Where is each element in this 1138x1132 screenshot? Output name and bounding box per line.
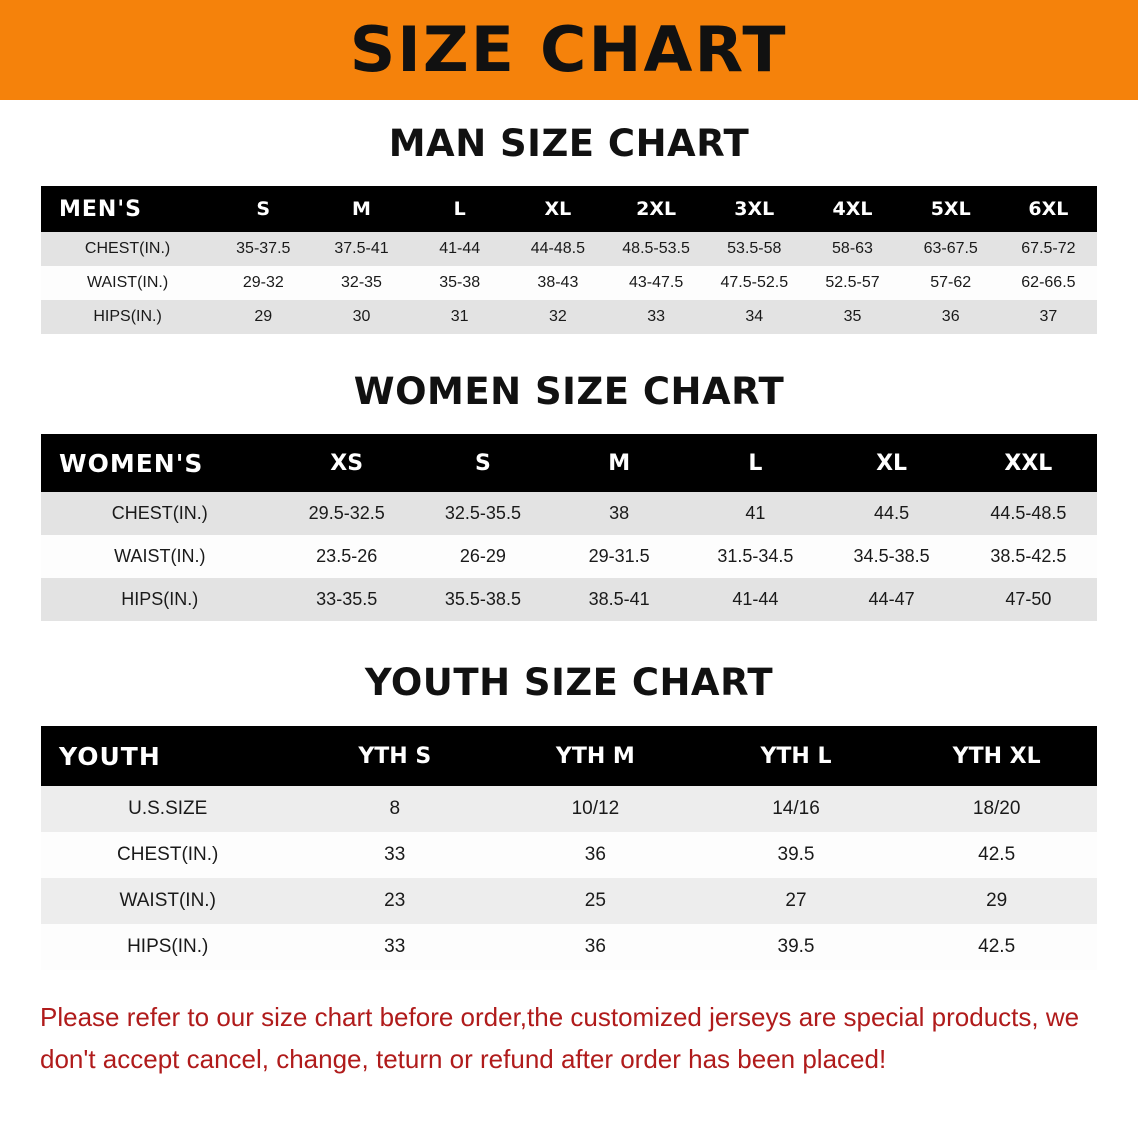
women-cell: 38 bbox=[609, 503, 630, 523]
youth-row-label: U.S.SIZE bbox=[128, 798, 208, 819]
women-cell: 31.5-34.5 bbox=[717, 546, 794, 566]
youth-col-header: YTH S bbox=[294, 726, 495, 786]
man-cell: 67.5-72 bbox=[1021, 240, 1076, 257]
women-cell: 34.5-38.5 bbox=[853, 546, 930, 566]
women-row-label: HIPS(IN.) bbox=[121, 589, 199, 609]
man-col-header: S bbox=[214, 186, 312, 232]
table-row bbox=[41, 578, 1097, 621]
man-table-head bbox=[41, 186, 1097, 232]
women-table-body bbox=[41, 492, 1097, 621]
banner-title: SIZE CHART bbox=[350, 13, 788, 86]
youth-cell: 36 bbox=[584, 936, 606, 957]
man-cell: 62-66.5 bbox=[1021, 274, 1076, 291]
man-row-label: CHEST(IN.) bbox=[84, 240, 171, 257]
table-row bbox=[41, 878, 1097, 924]
man-cell: 29 bbox=[254, 308, 273, 325]
youth-cell: 36 bbox=[584, 844, 606, 865]
banner bbox=[0, 0, 1138, 100]
women-cell: 29-31.5 bbox=[588, 546, 650, 566]
youth-cell: 29 bbox=[986, 890, 1008, 911]
women-header-label: WOMEN'S bbox=[41, 434, 279, 492]
youth-cell: 33 bbox=[384, 844, 406, 865]
youth-cell: 10/12 bbox=[571, 798, 620, 819]
women-table-head bbox=[41, 434, 1097, 492]
man-cell: 47.5-52.5 bbox=[720, 274, 789, 291]
women-col-header: XL bbox=[823, 434, 959, 492]
man-col-header: M bbox=[312, 186, 410, 232]
man-cell: 58-63 bbox=[832, 240, 873, 257]
youth-col-header: YTH L bbox=[696, 726, 897, 786]
man-cell: 43-47.5 bbox=[628, 274, 684, 291]
man-cell: 37 bbox=[1039, 308, 1058, 325]
man-cell: 29-32 bbox=[242, 274, 284, 291]
man-header-label: MEN'S bbox=[41, 186, 214, 232]
women-cell: 35.5-38.5 bbox=[444, 589, 521, 609]
women-size-table-wrapper bbox=[41, 434, 1097, 621]
women-cell: 32.5-35.5 bbox=[444, 503, 521, 523]
man-cell: 31 bbox=[450, 308, 469, 325]
youth-cell: 33 bbox=[384, 936, 406, 957]
man-size-table-wrapper bbox=[41, 186, 1097, 334]
table-row bbox=[41, 300, 1097, 334]
youth-size-table bbox=[41, 726, 1097, 970]
man-cell: 41-44 bbox=[439, 240, 481, 257]
women-cell: 29.5-32.5 bbox=[308, 503, 385, 523]
women-cell: 44-47 bbox=[868, 589, 915, 609]
youth-col-header: YTH XL bbox=[896, 726, 1097, 786]
women-cell: 44.5-48.5 bbox=[990, 503, 1067, 523]
man-cell: 48.5-53.5 bbox=[622, 240, 690, 257]
man-cell: 53.5-58 bbox=[727, 240, 782, 257]
man-size-table bbox=[41, 186, 1097, 334]
youth-cell: 27 bbox=[785, 890, 807, 911]
man-col-header: L bbox=[411, 186, 509, 232]
youth-row-label: WAIST(IN.) bbox=[119, 890, 216, 911]
women-row-label: WAIST(IN.) bbox=[114, 546, 206, 566]
man-col-header: 3XL bbox=[705, 186, 803, 232]
women-cell: 44.5 bbox=[874, 503, 910, 523]
youth-row-label: CHEST(IN.) bbox=[117, 844, 219, 865]
women-col-header: S bbox=[415, 434, 551, 492]
women-col-header: XXL bbox=[960, 434, 1097, 492]
youth-cell: 8 bbox=[389, 798, 401, 819]
youth-cell: 14/16 bbox=[772, 798, 820, 819]
man-cell: 32-35 bbox=[341, 274, 382, 291]
man-cell: 35 bbox=[843, 308, 862, 325]
table-row bbox=[41, 924, 1097, 970]
man-row-label: WAIST(IN.) bbox=[87, 274, 169, 291]
youth-cell: 42.5 bbox=[978, 936, 1016, 957]
disclaimer-note: Please refer to our size chart before order,the customized jerseys are special products, we don't accept cancel, change, teturn or refund after order has been placed! bbox=[40, 1002, 1080, 1075]
youth-section-heading: YOUTH SIZE CHART bbox=[364, 661, 774, 704]
man-cell: 44-48.5 bbox=[530, 240, 586, 257]
youth-cell: 39.5 bbox=[777, 936, 815, 957]
man-cell: 52.5-57 bbox=[825, 274, 880, 291]
women-section-heading: WOMEN SIZE CHART bbox=[353, 370, 785, 413]
youth-cell: 23 bbox=[384, 890, 406, 911]
man-col-header: XL bbox=[509, 186, 607, 232]
table-row bbox=[41, 535, 1097, 578]
women-col-header: L bbox=[687, 434, 823, 492]
man-table-body bbox=[41, 232, 1097, 334]
women-cell: 38.5-41 bbox=[588, 589, 650, 609]
women-row-label: CHEST(IN.) bbox=[111, 503, 208, 523]
youth-table-head bbox=[41, 726, 1097, 786]
man-cell: 37.5-41 bbox=[334, 240, 389, 257]
man-col-header: 4XL bbox=[803, 186, 901, 232]
table-row bbox=[41, 266, 1097, 300]
youth-row-label: HIPS(IN.) bbox=[127, 936, 209, 957]
youth-header-label: YOUTH bbox=[41, 726, 294, 786]
women-col-header: M bbox=[551, 434, 687, 492]
youth-col-header: YTH M bbox=[495, 726, 696, 786]
women-cell: 41 bbox=[745, 503, 766, 523]
women-size-table bbox=[41, 434, 1097, 621]
man-cell: 33 bbox=[647, 308, 665, 325]
women-header-row bbox=[41, 434, 1097, 492]
women-cell: 47-50 bbox=[1005, 589, 1052, 609]
man-cell: 63-67.5 bbox=[923, 240, 978, 257]
youth-cell: 18/20 bbox=[972, 798, 1021, 819]
man-col-header: 2XL bbox=[607, 186, 705, 232]
women-cell: 41-44 bbox=[732, 589, 779, 609]
table-row bbox=[41, 492, 1097, 535]
man-cell: 34 bbox=[745, 308, 764, 325]
youth-cell: 39.5 bbox=[777, 844, 815, 865]
table-row bbox=[41, 786, 1097, 832]
man-col-header: 5XL bbox=[902, 186, 1000, 232]
youth-cell: 42.5 bbox=[978, 844, 1016, 865]
man-col-header: 6XL bbox=[1000, 186, 1097, 232]
women-col-header: XS bbox=[279, 434, 415, 492]
man-cell: 38-43 bbox=[537, 274, 579, 291]
women-cell: 38.5-42.5 bbox=[990, 546, 1067, 566]
youth-table-body bbox=[41, 786, 1097, 970]
youth-header-row bbox=[41, 726, 1097, 786]
man-cell: 30 bbox=[352, 308, 371, 325]
man-cell: 57-62 bbox=[930, 274, 972, 291]
man-cell: 35-38 bbox=[439, 274, 481, 291]
man-cell: 35-37.5 bbox=[236, 240, 291, 257]
table-row bbox=[41, 232, 1097, 266]
women-cell: 23.5-26 bbox=[316, 546, 378, 566]
man-row-label: HIPS(IN.) bbox=[93, 308, 162, 325]
women-cell: 26-29 bbox=[459, 546, 506, 566]
man-cell: 32 bbox=[548, 308, 567, 325]
man-section-heading: MAN SIZE CHART bbox=[388, 122, 750, 165]
man-header-row bbox=[41, 186, 1097, 232]
youth-cell: 25 bbox=[584, 890, 606, 911]
man-cell: 36 bbox=[941, 308, 960, 325]
youth-size-table-wrapper bbox=[41, 726, 1097, 970]
women-cell: 33-35.5 bbox=[316, 589, 378, 609]
table-row bbox=[41, 832, 1097, 878]
